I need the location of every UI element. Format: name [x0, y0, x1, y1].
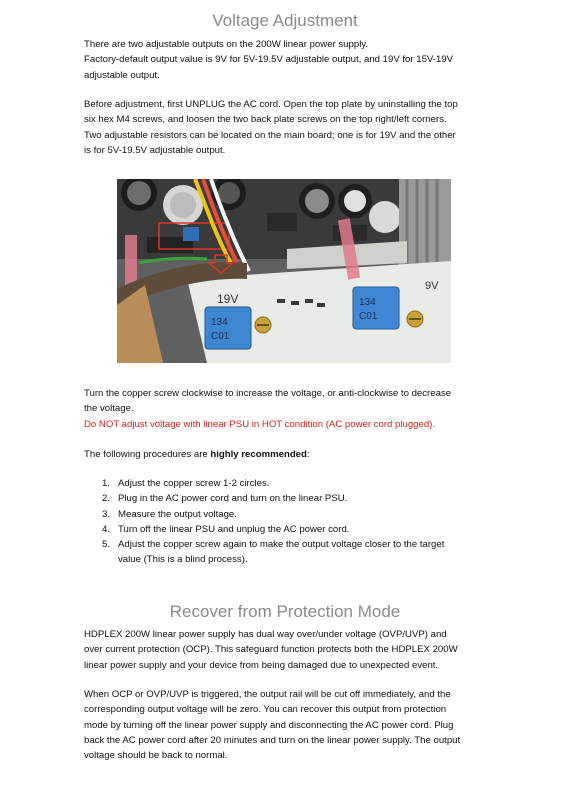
list-item — [84, 476, 504, 491]
main-board-photo — [117, 179, 451, 363]
protection-paragraph — [84, 627, 486, 673]
step-number: 1. — [102, 478, 111, 489]
adjust-direction-paragraph — [84, 386, 486, 432]
resistor-2-code: 134 — [359, 297, 376, 308]
step-text: value (This is a blind process). — [118, 554, 248, 566]
step-number: 3. — [102, 508, 111, 520]
text-line: over current protection (OCP). This safeguard function protects both the HDPLEX 200W — [84, 644, 458, 656]
procedures-intro-line — [84, 447, 486, 462]
procedures-intro — [84, 447, 486, 462]
text-line: linear power supply and your device from being damaged due to unexpected event. — [84, 659, 439, 671]
step-text: Measure the output voltage. — [118, 508, 237, 520]
text-line: corresponding output voltage will be zero. You can recover this output from protection — [84, 704, 447, 716]
text-line: is for 5V-19.5V adjustable output. — [84, 144, 226, 156]
step-text: Turn off the linear PSU and unplug the AC power cord. — [118, 523, 350, 535]
text-line: When OCP or OVP/UVP is triggered, the output rail will be cut off immediately, and the — [84, 689, 451, 700]
procedure-steps — [84, 476, 504, 568]
intro-text: The following procedures are — [84, 449, 211, 460]
recovery-paragraph — [84, 687, 494, 763]
resistor-2-code-b: C01 — [359, 311, 378, 322]
steps-list — [84, 476, 504, 568]
text-line: Before adjustment, first UNPLUG the AC cord. Open the top plate by uninstalling the top — [84, 99, 458, 110]
text-line: six hex M4 screws, and loosen the two back plate screws on the top right/left corners. — [84, 114, 447, 126]
warning-text: Do NOT adjust voltage with linear PSU in HOT condition (AC power cord plugged). — [84, 418, 436, 430]
step-number: 2. — [102, 493, 111, 505]
step-text: Adjust the copper screw 1-2 circles. — [118, 478, 270, 489]
list-item — [84, 522, 504, 537]
text-line: HDPLEX 200W linear power supply has dual way over/under voltage (OVP/UVP) and — [84, 629, 447, 640]
section-title-voltage-adjustment: Voltage Adjustment — [212, 11, 358, 30]
step-text: Plug in the AC power cord and turn on the linear PSU. — [118, 493, 348, 505]
text-line: There are two adjustable outputs on the 200W linear power supply. — [84, 39, 369, 50]
list-item — [84, 507, 504, 522]
list-item — [84, 491, 504, 506]
resistor-1-code-b: C01 — [211, 331, 230, 342]
text-line: Two adjustable resistors can be located on the main board; one is for 19V and the other — [84, 129, 456, 141]
intro-paragraph — [84, 37, 486, 83]
board-label-9v: 9V — [425, 280, 439, 292]
step-text: Adjust the copper screw again to make the output voltage closer to the target — [118, 539, 445, 551]
text-line: the voltage. — [84, 403, 134, 415]
instructions-paragraph — [84, 97, 486, 158]
list-item — [84, 537, 504, 568]
intro-colon: : — [306, 449, 310, 460]
section-title-recover-protection: Recover from Protection Mode — [169, 602, 401, 621]
board-label-19v: 19V — [217, 292, 239, 306]
step-number: 5. — [102, 539, 111, 551]
text-line: mode by turning off the linear power supply and disconnecting the AC power cord. Plug — [84, 719, 454, 731]
text-line: Factory-default output value is 9V for 5V-19.5V adjustable output, and 19V for 15V-19V — [84, 54, 454, 66]
step-number: 4. — [102, 523, 111, 535]
text-line: adjustable output. — [84, 69, 160, 81]
text-line: voltage should be back to normal. — [84, 750, 228, 762]
text-line: Turn the copper screw clockwise to increase the voltage, or anti-clockwise to decrease — [84, 388, 452, 399]
resistor-1-code: 134 — [211, 317, 228, 328]
text-line: back the AC power cord after 20 minutes and turn on the linear power supply. The output — [84, 734, 461, 746]
intro-emphasis: highly recommended — [210, 449, 307, 460]
